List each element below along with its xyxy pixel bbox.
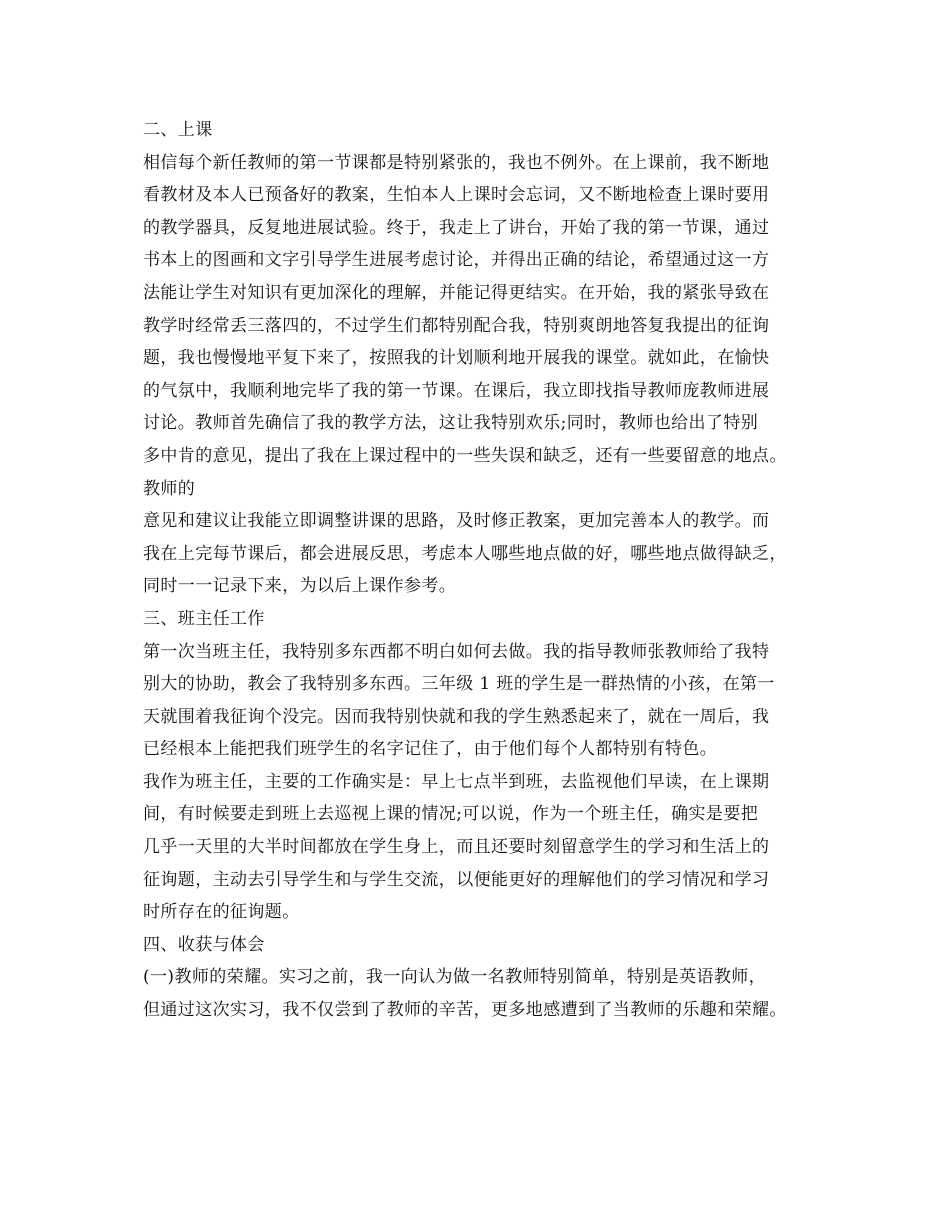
paragraph-line: 我作为班主任，主要的工作确实是：早上七点半到班，去监视他们早读，在上课期: [143, 771, 770, 792]
paragraph-line: 间，有时候要走到班上去巡视上课的情况;可以说，作为一个班主任，确实是要把: [143, 804, 759, 825]
paragraph-line: 书本上的图画和文字引导学生进展考虑讨论，并得出正确的结论，希望通过这一方: [143, 250, 770, 271]
paragraph-line: 讨论。教师首先确信了我的教学方法，这让我特别欢乐;同时，教师也给出了特别: [143, 413, 759, 434]
paragraph-line: 征询题，主动去引导学生和与学生交流，以便能更好的理解他们的学习情况和学习: [143, 869, 770, 890]
paragraph-line: 多中肯的意见，提出了我在上课过程中的一些失误和缺乏，还有一些要留意的地点。: [143, 445, 787, 466]
paragraph-line: 看教材及本人已预备好的教案，生怕本人上课时会忘词，又不断地检查上课时要用: [143, 185, 770, 206]
paragraph-line: 时所存在的征询题。: [143, 902, 300, 923]
paragraph-line: (一)教师的荣耀。实习之前，我一向认为做一名教师特别简单，特别是英语教师，: [143, 967, 767, 988]
paragraph-line: 教师的: [143, 478, 196, 499]
section-heading-gains: 四、收获与体会: [143, 934, 265, 955]
paragraph-line: 同时一一记录下来，为以后上课作参考。: [143, 576, 457, 597]
paragraph-line: 我在上完每节课后，都会进展反思，考虑本人哪些地点做的好，哪些地点做得缺乏，: [143, 543, 787, 564]
paragraph-line: 教学时经常丢三落四的，不过学生们都特别配合我，特别爽朗地答复我提出的征询: [143, 315, 770, 336]
paragraph-line: 的教学器具，反复地进展试验。终于，我走上了讲台，开始了我的第一节课，通过: [143, 217, 770, 238]
paragraph-line: 题，我也慢慢地平复下来了，按照我的计划顺利地开展我的课堂。就如此，在愉快: [143, 348, 770, 369]
section-heading-class: 二、上课: [143, 120, 213, 140]
paragraph-line: 的气氛中，我顺利地完毕了我的第一节课。在课后，我立即找指导教师庞教师进展: [143, 380, 770, 401]
document-body: [143, 114, 833, 1027]
paragraph-line: 几乎一天里的大半时间都放在学生身上，而且还要时刻留意学生的学习和生活上的: [143, 837, 770, 858]
paragraph-line: 第一次当班主任，我特别多东西都不明白如何去做。我的指导教师张教师给了我特: [143, 641, 770, 662]
paragraph-line: 但通过这次实习，我不仅尝到了教师的辛苦，更多地感遭到了当教师的乐趣和荣耀。: [143, 1000, 787, 1021]
section-heading-head-teacher: 三、班主任工作: [143, 608, 265, 629]
paragraph-line: 已经根本上能把我们班学生的名字记住了，由于他们每个人都特别有特色。: [143, 739, 718, 760]
paragraph-line: 天就围着我征询个没完。因而我特别快就和我的学生熟悉起来了，就在一周后，我: [143, 706, 770, 727]
paragraph-line: 法能让学生对知识有更加深化的理解，并能记得更结实。在开始，我的紧张导致在: [143, 282, 770, 303]
paragraph-line: 意见和建议让我能立即调整讲课的思路，及时修正教案，更加完善本人的教学。而: [143, 511, 770, 532]
paragraph-line: 相信每个新任教师的第一节课都是特别紧张的，我也不例外。在上课前，我不断地: [143, 152, 770, 173]
paragraph-line: 别大的协助，教会了我特别多东西。三年级 1 班的学生是一群热情的小孩，在第一: [143, 674, 775, 695]
